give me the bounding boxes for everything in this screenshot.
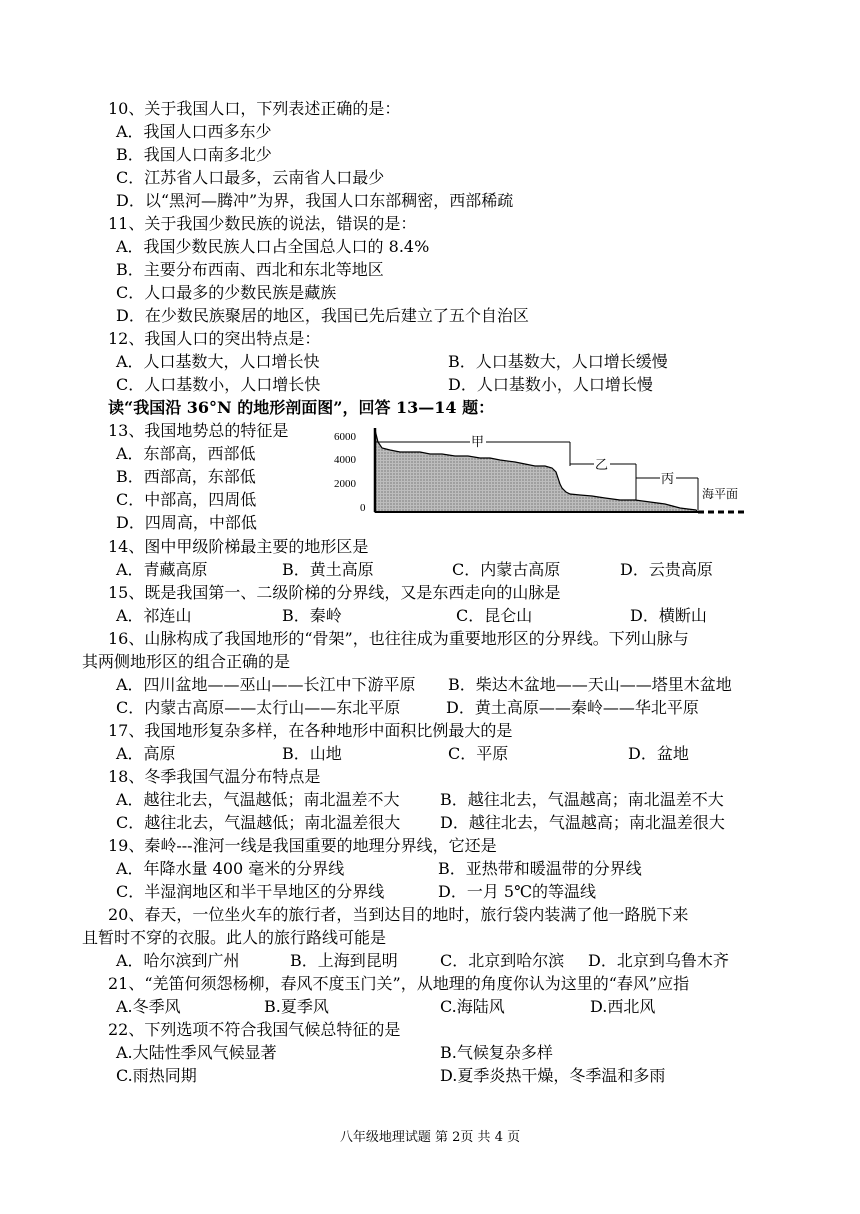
q13-option-a: A．东部高，西部低	[116, 444, 256, 463]
q13-option-c: C．中部高，四周低	[116, 490, 257, 509]
q22-stem: 22、下列选项不符合我国气候总特征的是	[108, 1020, 401, 1039]
q12-option-a: A．人口基数大，人口增长快	[116, 352, 320, 371]
label-jia: 甲	[471, 435, 485, 450]
q19-option-c: C．半湿润地区和半干旱地区的分界线	[116, 882, 385, 901]
q10-stem: 10、关于我国人口，下列表述正确的是：	[108, 99, 401, 118]
y-tick-6000: 6000	[334, 431, 356, 443]
q15-option-c: C．昆仑山	[456, 606, 533, 625]
q21-option-c: C.海陆风	[440, 997, 505, 1016]
q16-stem-line1: 16、山脉构成了我国地形的“骨架”，也往往成为重要地形区的分界线。下列山脉与	[108, 629, 689, 648]
label-yi: 乙	[595, 458, 609, 473]
q21-option-b: B.夏季风	[264, 997, 329, 1016]
q17-option-a: A．高原	[116, 744, 176, 763]
q11-option-b: B．主要分布西南、西北和东北等地区	[116, 260, 384, 279]
q16-stem-line2: 其两侧地形区的组合正确的是	[82, 652, 291, 671]
q18-option-a: A．越往北去，气温越低；南北温差不大	[116, 790, 400, 809]
y-tick-0: 0	[360, 502, 366, 514]
q13-option-d: D．四周高，中部低	[116, 513, 257, 532]
q20-stem-line2: 且暂时不穿的衣服。此人的旅行路线可能是	[82, 928, 387, 947]
q12-option-d: D．人口基数小，人口增长慢	[448, 375, 653, 394]
q10-option-a: A．我国人口西多东少	[116, 122, 272, 141]
q20-option-a: A．哈尔滨到广州	[116, 951, 240, 970]
q11-option-a: A．我国少数民族人口占全国总人口的 8.4%	[116, 237, 430, 256]
q11-option-c: C．人口最多的少数民族是藏族	[116, 283, 337, 302]
q19-option-d: D．一月 5℃的等温线	[438, 882, 596, 901]
y-tick-4000: 4000	[334, 454, 356, 466]
q17-option-d: D．盆地	[628, 744, 689, 763]
q14-option-a: A．青藏高原	[116, 560, 208, 579]
y-tick-2000: 2000	[334, 478, 356, 490]
q20-stem-line1: 20、春天，一位坐火车的旅行者，当到达目的地时，旅行袋内装满了他一路脱下来	[108, 905, 689, 924]
q19-option-a: A．年降水量 400 毫米的分界线	[116, 859, 345, 878]
q20-option-d: D．北京到乌鲁木齐	[588, 951, 729, 970]
q18-option-c: C．越往北去，气温越低；南北温差很大	[116, 813, 401, 832]
q11-option-d: D．在少数民族聚居的地区，我国已先后建立了五个自治区	[116, 306, 529, 325]
q10-option-b: B．我国人口南多北少	[116, 145, 272, 164]
q10-option-d: D．以“黑河—腾冲”为界，我国人口东部稠密，西部稀疏	[116, 191, 514, 210]
q20-option-c: C．北京到哈尔滨	[440, 951, 565, 970]
q12-option-b: B．人口基数大，人口增长缓慢	[448, 352, 668, 371]
q21-stem: 21、“羌笛何须怨杨柳，春风不度玉门关”，从地理的角度你认为这里的“春风”应指	[108, 974, 690, 993]
q22-option-c: C.雨热同期	[116, 1066, 197, 1085]
q16-option-c: C．内蒙古高原——太行山——东北平原	[116, 698, 401, 717]
q11-stem: 11、关于我国少数民族的说法，错误的是：	[108, 214, 417, 233]
q14-option-d: D．云贵高原	[620, 560, 713, 579]
q21-option-a: A.冬季风	[116, 997, 181, 1016]
q16-option-d: D．黄土高原——秦岭——华北平原	[446, 698, 699, 717]
label-sea-level: 海平面	[702, 487, 739, 501]
q20-option-b: B．上海到昆明	[290, 951, 398, 970]
terrain-profile-figure	[330, 422, 760, 522]
q18-stem: 18、冬季我国气温分布特点是	[108, 767, 321, 786]
q14-option-c: C．内蒙古高原	[452, 560, 561, 579]
q14-stem: 14、图中甲级阶梯最主要的地形区是	[108, 537, 369, 556]
reading-instruction: 读“我国沿 36°N 的地形剖面图”，回答 13—14 题：	[108, 398, 495, 417]
q22-option-b: B.气候复杂多样	[440, 1043, 553, 1062]
q22-option-d: D.夏季炎热干燥，冬季温和多雨	[440, 1066, 666, 1085]
q17-option-b: B．山地	[282, 744, 342, 763]
q14-option-b: B．黄土高原	[282, 560, 374, 579]
q10-option-c: C．江苏省人口最多，云南省人口最少	[116, 168, 385, 187]
label-bing: 丙	[661, 472, 675, 487]
q17-option-c: C．平原	[448, 744, 509, 763]
q16-option-b: B．柴达木盆地——天山——塔里木盆地	[448, 675, 732, 694]
q15-option-b: B．秦岭	[282, 606, 342, 625]
q15-option-d: D．横断山	[630, 606, 707, 625]
q18-option-b: B．越往北去，气温越高；南北温差不大	[440, 790, 724, 809]
q21-option-d: D.西北风	[590, 997, 656, 1016]
q19-option-b: B．亚热带和暖温带的分界线	[438, 859, 642, 878]
q12-option-c: C．人口基数小，人口增长快	[116, 375, 321, 394]
q17-stem: 17、我国地形复杂多样，在各种地形中面积比例最大的是	[108, 721, 513, 740]
q16-option-a: A．四川盆地——巫山——长江中下游平原	[116, 675, 416, 694]
q13-stem: 13、我国地势总的特征是	[108, 421, 289, 440]
q12-stem: 12、我国人口的突出特点是：	[108, 329, 321, 348]
q19-stem: 19、秦岭---淮河一线是我国重要的地理分界线，它还是	[108, 836, 497, 855]
q22-option-a: A.大陆性季风气候显著	[116, 1043, 277, 1062]
q15-stem: 15、既是我国第一、二级阶梯的分界线，又是东西走向的山脉是	[108, 583, 561, 602]
page-footer: 八年级地理试题 第 2页 共 4 页	[339, 1130, 521, 1145]
q15-option-a: A．祁连山	[116, 606, 192, 625]
q18-option-d: D．越往北去，气温越高；南北温差很大	[440, 813, 725, 832]
q13-option-b: B．西部高，东部低	[116, 467, 256, 486]
